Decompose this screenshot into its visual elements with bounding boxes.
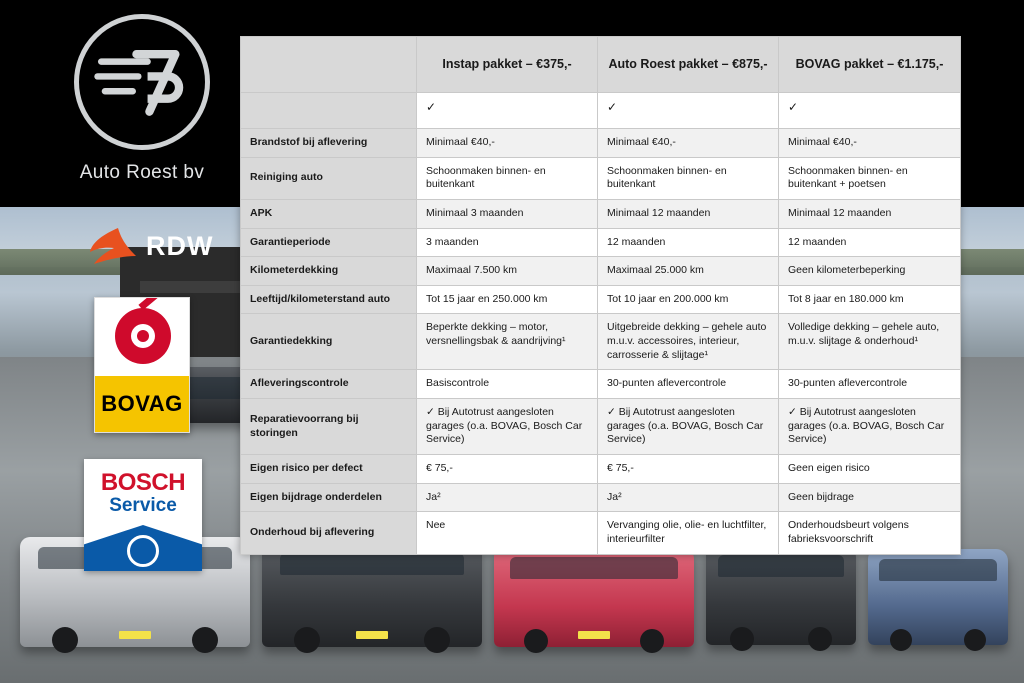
certification-badges: [0, 207, 240, 683]
table-row: [241, 454, 961, 483]
row-cell: Minimaal 12 maanden: [598, 199, 779, 228]
row-label: Garantiedekking: [241, 314, 417, 370]
table-row: [241, 129, 961, 158]
row-cell: Geen kilometerbeperking: [779, 257, 961, 286]
photo-car: [262, 543, 482, 647]
row-cell: ✓: [779, 93, 961, 129]
row-label: Kilometerdekking: [241, 257, 417, 286]
bovag-circle-icon: [95, 298, 191, 376]
row-cell: Ja²: [598, 483, 779, 512]
table-row: [241, 512, 961, 554]
row-cell: Minimaal €40,-: [598, 129, 779, 158]
table-row: [241, 257, 961, 286]
photo-car: [494, 547, 694, 647]
row-cell: 12 maanden: [598, 228, 779, 257]
row-cell: Tot 15 jaar en 250.000 km: [417, 285, 598, 314]
bosch-armature-icon: [127, 535, 159, 567]
header-bovag-pakket: BOVAG pakket – €1.175,-: [779, 37, 961, 93]
row-cell: Basiscontrole: [417, 370, 598, 399]
logo-circle-icon: [74, 14, 210, 150]
row-cell: ✓ Bij Autotrust aangesloten garages (o.a. BOVAG, Bosch Car Service): [779, 399, 961, 455]
row-cell: Schoonmaken binnen- en buitenkant: [598, 157, 779, 199]
row-cell: Minimaal 3 maanden: [417, 199, 598, 228]
row-label: [241, 93, 417, 129]
header-instap-pakket: Instap pakket – €375,-: [417, 37, 598, 93]
table-body: [241, 93, 961, 555]
table-row: [241, 399, 961, 455]
bovag-badge: [94, 297, 190, 433]
row-cell: € 75,-: [417, 454, 598, 483]
row-cell: Nee: [417, 512, 598, 554]
company-name: Auto Roest bv: [79, 162, 205, 183]
row-cell: Beperkte dekking – motor, versnellingsbak & aandrijving¹: [417, 314, 598, 370]
row-label: Leeftijd/kilometerstand auto: [241, 285, 417, 314]
row-label: Reparatievoorrang bij storingen: [241, 399, 417, 455]
row-cell: Maximaal 25.000 km: [598, 257, 779, 286]
row-cell: 30-punten aflevercontrole: [779, 370, 961, 399]
row-cell: Schoonmaken binnen- en buitenkant: [417, 157, 598, 199]
table-row: [241, 370, 961, 399]
table-row: [241, 199, 961, 228]
bosch-service-label: Service: [109, 495, 177, 516]
row-label: APK: [241, 199, 417, 228]
row-label: Eigen bijdrage onderdelen: [241, 483, 417, 512]
row-label: Reiniging auto: [241, 157, 417, 199]
row-cell: 12 maanden: [779, 228, 961, 257]
header-auto-roest-pakket: Auto Roest pakket – €875,-: [598, 37, 779, 93]
rdw-flame-icon: [88, 226, 140, 266]
row-cell: Uitgebreide dekking – gehele auto m.u.v. accessoires, interieur, carrosserie & slijtage¹: [598, 314, 779, 370]
row-cell: Schoonmaken binnen- en buitenkant + poetsen: [779, 157, 961, 199]
row-cell: ✓ Bij Autotrust aangesloten garages (o.a. BOVAG, Bosch Car Service): [417, 399, 598, 455]
row-cell: Tot 10 jaar en 200.000 km: [598, 285, 779, 314]
table-row: [241, 157, 961, 199]
row-cell: ✓ Bij Autotrust aangesloten garages (o.a. BOVAG, Bosch Car Service): [598, 399, 779, 455]
row-cell: Onderhoudsbeurt volgens fabrieksvoorschrift: [779, 512, 961, 554]
logo-7r-icon: [79, 19, 205, 145]
company-logo: [62, 14, 222, 204]
row-cell: Geen eigen risico: [779, 454, 961, 483]
bovag-label: BOVAG: [101, 391, 183, 416]
row-cell: Tot 8 jaar en 180.000 km: [779, 285, 961, 314]
row-label: Garantieperiode: [241, 228, 417, 257]
row-cell: 3 maanden: [417, 228, 598, 257]
header-blank: [241, 37, 417, 93]
table-row: [241, 285, 961, 314]
row-cell: Minimaal 12 maanden: [779, 199, 961, 228]
bovag-wordmark: [95, 376, 189, 432]
bosch-badge: [84, 459, 202, 571]
row-cell: ✓: [598, 93, 779, 129]
rdw-label: RDW: [146, 230, 214, 261]
photo-car: [706, 545, 856, 645]
table-row: [241, 228, 961, 257]
row-cell: 30-punten aflevercontrole: [598, 370, 779, 399]
row-cell: Geen bijdrage: [779, 483, 961, 512]
rdw-badge: [88, 223, 238, 269]
photo-car: [868, 549, 1008, 645]
row-label: Eigen risico per defect: [241, 454, 417, 483]
row-cell: € 75,-: [598, 454, 779, 483]
row-cell: Minimaal €40,-: [779, 129, 961, 158]
row-cell: Minimaal €40,-: [417, 129, 598, 158]
package-comparison-table: [240, 36, 960, 555]
bosch-label: BOSCH: [100, 469, 186, 496]
table-row: [241, 93, 961, 129]
bovag-mark: [95, 298, 189, 376]
row-cell: Volledige dekking – gehele auto, m.u.v. slijtage & onderhoud¹: [779, 314, 961, 370]
row-cell: ✓: [417, 93, 598, 129]
row-label: Afleveringscontrole: [241, 370, 417, 399]
table-header-row: [241, 37, 961, 93]
row-cell: Ja²: [417, 483, 598, 512]
row-label: Onderhoud bij aflevering: [241, 512, 417, 554]
row-cell: Maximaal 7.500 km: [417, 257, 598, 286]
table-row: [241, 314, 961, 370]
row-cell: Vervanging olie, olie- en luchtfilter, interieurfilter: [598, 512, 779, 554]
table-row: [241, 483, 961, 512]
row-label: Brandstof bij aflevering: [241, 129, 417, 158]
